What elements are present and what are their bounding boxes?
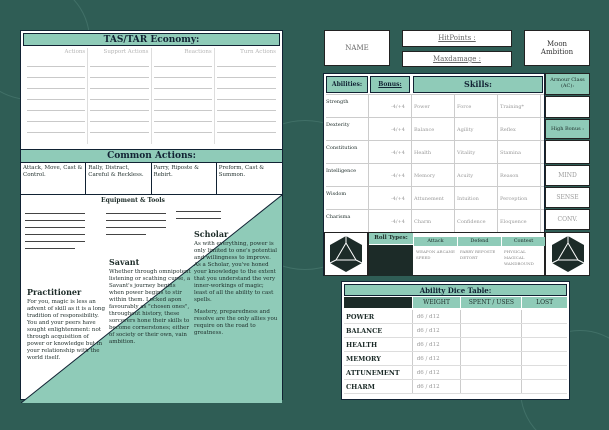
high-bonus-field[interactable] (545, 140, 590, 164)
ability-row (326, 186, 544, 209)
ability-name: Wisdom (326, 191, 347, 197)
dice-row (344, 310, 567, 324)
dice-row-lost[interactable] (521, 338, 567, 351)
moon-ambition-field[interactable]: Moon Ambition (524, 30, 590, 66)
ability-name: Dexterity (326, 122, 350, 128)
dice-head-row (344, 297, 567, 308)
dice-row-lost[interactable] (521, 352, 567, 365)
economy-col-reactions[interactable]: Reactions (152, 48, 215, 144)
practitioner-title: Practitioner (27, 287, 82, 297)
dice-head-spent: SPENT / USES (461, 297, 521, 308)
dice-row-name: ATTUNEMENT (346, 369, 400, 377)
abilities-title: Abilities: (326, 76, 368, 93)
skill-cell[interactable]: Force (455, 95, 498, 117)
hitpoints-field[interactable]: HitPoints : (402, 30, 512, 47)
roll-types-panel (368, 232, 545, 276)
skill-cell[interactable]: Eloquence (498, 210, 541, 232)
conv-field[interactable]: CONV. (545, 209, 590, 230)
dice-title: Ability Dice Table: (344, 284, 567, 296)
dice-row-weight[interactable]: d6 / d12 (412, 352, 461, 365)
roll-defend-list: PARRY REPOSTE DETORT (460, 249, 496, 260)
dice-row-weight[interactable]: d6 / d12 (412, 380, 461, 393)
maxdamage-field[interactable]: Maxdamage : (402, 51, 512, 67)
dice-table (341, 281, 570, 400)
dice-row-name: HEALTH (346, 341, 378, 349)
scholar-text: As with everything, power is only limited to one's potential and willingness to improve. As a Scholar, you've honed your knowledge to the extent that you understand the very inner-workings of magic; least of all the ability to cast spells. (194, 241, 278, 303)
dice-row-lost[interactable] (521, 310, 567, 323)
ability-bonus[interactable]: -4/+4 (368, 141, 412, 163)
dice-row (344, 380, 567, 394)
ability-name: Intelligence (326, 168, 357, 174)
sense-field[interactable]: SENSE (545, 187, 590, 208)
dice-row-spent[interactable] (460, 310, 521, 323)
skill-cell[interactable]: Intuition (455, 187, 498, 209)
savant-block (109, 257, 191, 346)
skill-cell[interactable]: Memory (412, 164, 455, 186)
common-action-item: Preform, Cast & Summon. (218, 165, 265, 178)
skill-cell[interactable]: Confidence (455, 210, 498, 232)
skill-cell[interactable]: Acuity (455, 164, 498, 186)
dice-row-weight[interactable]: d6 / d12 (412, 324, 461, 337)
skill-cell[interactable]: Stamina (498, 141, 541, 163)
ability-bonus[interactable]: -4/+4 (368, 187, 412, 209)
name-field[interactable]: NAME (324, 30, 390, 66)
bonus-title: Bonus: (370, 76, 410, 93)
economy-col-turn[interactable]: Turn Actions (215, 48, 278, 144)
armour-class-label: Armour Class (AC): (545, 73, 590, 95)
roll-head-attack: Attack (414, 237, 457, 246)
dice-row-weight[interactable]: d6 / d12 (412, 366, 461, 379)
skill-cell[interactable]: Reflex (498, 118, 541, 140)
roll-contest-list: PHYSICAL MAGICAL WANDBOUND (504, 249, 534, 266)
skill-cell[interactable]: Balance (412, 118, 455, 140)
equipment-title: Equipment & Tools (101, 197, 165, 204)
savant-title: Savant (109, 257, 140, 267)
d20-icon (328, 235, 364, 273)
ability-bonus[interactable]: -4/+4 (368, 118, 412, 140)
armour-class-field[interactable] (545, 96, 590, 118)
practitioner-block (27, 287, 107, 362)
dice-row-spent[interactable] (460, 338, 521, 351)
skill-cell[interactable]: Health (412, 141, 455, 163)
skill-cell[interactable]: Power (412, 95, 455, 117)
economy-col-support[interactable]: Support Actions (88, 48, 151, 144)
ability-row (326, 209, 544, 232)
ability-row (326, 140, 544, 163)
ability-row (326, 94, 544, 117)
dice-row (344, 352, 567, 366)
savant-text: Whether through omnipotent listening or scathing curse, a Savant's journey begins when power begins to stir within them. Locked apon favourably as "chosen ones", throughout history, these sorcerers hone their skills to become cornerstones; either of society or their own, vain ambition. (109, 269, 191, 345)
economy-columns (25, 48, 278, 144)
roll-types-label: Roll Types: (369, 233, 413, 244)
economy-col-actions[interactable]: Actions (25, 48, 88, 144)
scholar-text-2: Mastery, preparedness and resolve are the only allies you require on the road to greatness. (194, 309, 278, 336)
dice-row (344, 324, 567, 338)
dice-row-name: POWER (346, 313, 375, 321)
ability-rows (326, 94, 544, 232)
common-action-item: Parry, Riposte & Rebirt. (152, 163, 217, 194)
skill-cell[interactable]: Charm (412, 210, 455, 232)
ability-bonus[interactable]: -4/+4 (368, 210, 412, 232)
ability-name: Charisma (326, 214, 351, 220)
dice-head-lost: LOST (522, 297, 567, 308)
dice-row-weight[interactable]: d6 / d12 (412, 338, 461, 351)
d20-icon (550, 235, 586, 273)
ability-bonus[interactable]: -4/+4 (368, 95, 412, 117)
roll-attack-list: WEAPON ARCANE SPEED (416, 249, 455, 260)
dice-rows (344, 310, 567, 394)
skill-cell[interactable]: Reason (498, 164, 541, 186)
common-action-item: Rally, Distract, Careful & Reckless. (86, 163, 151, 194)
mind-field[interactable]: MIND (545, 165, 590, 186)
practitioner-text: For you, magic is less an advent of skill as it is a long tradition of responsibility. You and your peers have sought enlightenment: not through acquisition of power or knowledge but in your relationship with the world itself. (27, 299, 105, 361)
common-action-item: Attack, Move, Cast & Control. (21, 163, 86, 194)
ability-name: Constitution (326, 145, 358, 151)
skill-cell[interactable]: Training* (498, 95, 541, 117)
ability-bonus[interactable]: -4/+4 (368, 164, 412, 186)
dice-row-name: BALANCE (346, 327, 383, 335)
dice-row (344, 366, 567, 380)
dice-row-lost[interactable] (521, 324, 567, 337)
roll-head-defend: Defend (458, 237, 501, 246)
skill-cell[interactable]: Agility (455, 118, 498, 140)
ability-row (326, 117, 544, 140)
equipment-lines-3[interactable] (176, 205, 221, 219)
scholar-title: Scholar (194, 229, 229, 239)
high-bonus-label: High Bonus : (545, 119, 590, 139)
scholar-block (194, 229, 278, 337)
dice-head-weight: WEIGHT (413, 297, 461, 308)
left-sheet (20, 30, 283, 400)
dice-row-spent[interactable] (460, 366, 521, 379)
dice-row-lost[interactable] (521, 380, 567, 393)
skill-cell[interactable]: Vitality (455, 141, 498, 163)
d20-left (324, 232, 368, 276)
economy-title: TAS/TAR Economy: (23, 33, 280, 46)
d20-right (545, 232, 590, 276)
dice-row-lost[interactable] (521, 366, 567, 379)
roll-types-dark (369, 245, 413, 276)
skill-cell[interactable]: Attunement (412, 187, 455, 209)
ability-row (326, 163, 544, 186)
common-actions-title: Common Actions: (21, 149, 282, 163)
skill-cell[interactable]: Perception (498, 187, 541, 209)
common-actions-list (21, 163, 282, 195)
roll-head-contest: Contest (502, 237, 545, 246)
equipment-lines-2[interactable] (106, 207, 166, 235)
lower-area (21, 195, 282, 403)
dice-row-name: CHARM (346, 383, 375, 391)
dice-row (344, 338, 567, 352)
dice-row-spent[interactable] (460, 380, 521, 393)
dice-row-weight[interactable]: d6 / d12 (412, 310, 461, 323)
dice-row-spent[interactable] (460, 324, 521, 337)
dice-row-name: MEMORY (346, 355, 381, 363)
ability-name: Strength (326, 99, 349, 105)
skills-title: Skills: (413, 76, 543, 93)
dice-row-spent[interactable] (460, 352, 521, 365)
